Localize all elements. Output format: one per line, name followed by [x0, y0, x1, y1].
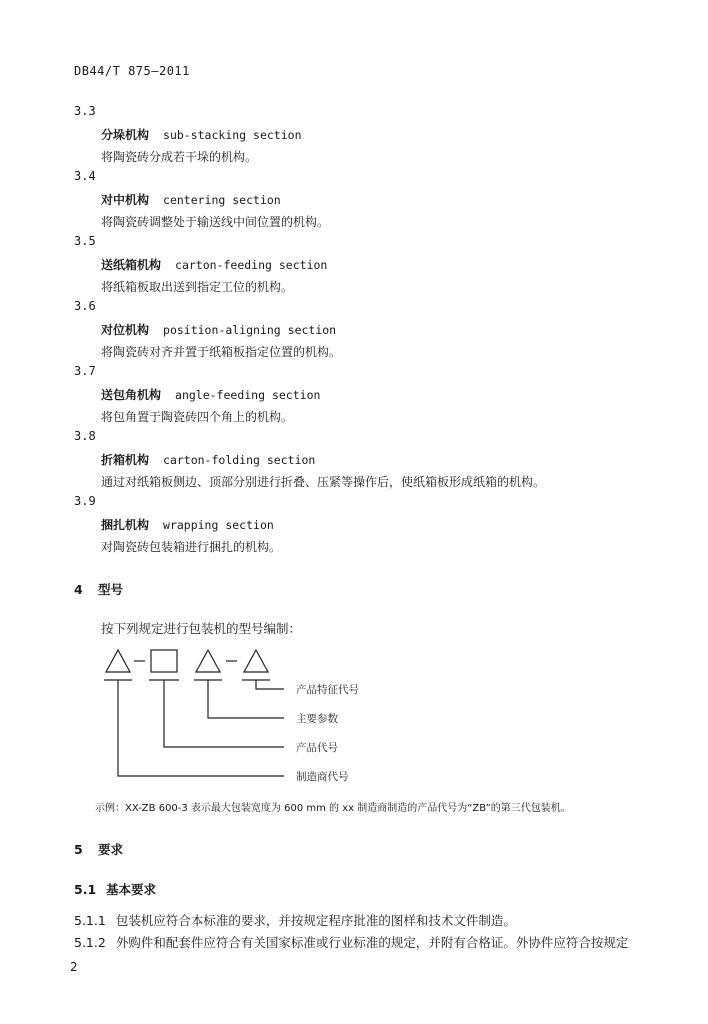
term-chinese: 捆扎机构: [101, 518, 150, 532]
term-english: carton-feeding section: [175, 258, 328, 272]
term-number: 3.9: [74, 494, 96, 508]
term-chinese: 折箱机构: [101, 453, 150, 467]
term-number: 3.7: [74, 364, 96, 378]
term-chinese: 对中机构: [101, 193, 150, 207]
model-intro: 按下列规定进行包装机的型号编制：: [101, 621, 302, 636]
term-number: 3.6: [74, 299, 96, 313]
diagram-label: 产品代号: [296, 742, 338, 754]
term-english: position-aligning section: [163, 323, 337, 337]
term-english: wrapping section: [163, 518, 274, 532]
section-title: 要求: [98, 842, 124, 857]
section-heading: [74, 840, 123, 858]
term-english: angle-feeding section: [175, 388, 321, 402]
term-definition: 将陶瓷砖调整处于输送线中间位置的机构。: [101, 215, 330, 229]
clause-text: 包装机应符合本标准的要求，并按规定程序批准的图样和技术文件制造。: [115, 913, 516, 928]
term-definition: 将纸箱板取出送到指定工位的机构。: [101, 280, 294, 294]
term-english: sub-stacking section: [163, 128, 302, 142]
parameter-triangle: [196, 650, 220, 672]
example-note: 示例：XX-ZB 600-3 表示最大包装宽度为 600 mm 的 xx 制造商制造的产品代号为“ZB”的第三代包装机。: [95, 803, 571, 814]
term-definition: 将包角置于陶瓷砖四个角上的机构。: [101, 410, 294, 424]
leader-line: [118, 680, 284, 776]
term-definition: 通过对纸箱板侧边、顶部分别进行折叠、压紧等操作后，使纸箱板形成纸箱的机构。: [101, 475, 546, 489]
diagram-label: 产品特征代号: [296, 684, 359, 696]
term-chinese: 对位机构: [101, 323, 150, 337]
page-number: 2: [70, 960, 78, 974]
diagram-label: 制造商代号: [296, 771, 349, 783]
term-chinese: 送包角机构: [101, 388, 162, 402]
term-english: carton-folding section: [163, 453, 316, 467]
section-number: 5: [74, 842, 83, 857]
product-code-square: [151, 650, 177, 672]
term-number: 3.4: [74, 169, 96, 183]
feature-code-triangle: [244, 650, 268, 672]
term-number: 3.8: [74, 429, 96, 443]
clause-text: 外购件和配套件应符合有关国家标准或行业标准的规定，并附有合格证。外协件应符合按规定: [115, 935, 629, 950]
leader-line: [164, 680, 284, 747]
clause: [74, 933, 628, 951]
standard-header: DB44/T 875—2011: [74, 64, 190, 78]
clause-number: 5.1.2: [74, 935, 106, 950]
term-number: 3.5: [74, 234, 96, 248]
manufacturer-code-triangle: [106, 650, 130, 672]
subsection-number: 5.1: [74, 882, 97, 897]
subsection-heading: [74, 880, 156, 898]
clause: [74, 911, 516, 929]
diagram-label: 主要参数: [296, 713, 338, 725]
clause-number: 5.1.1: [74, 913, 106, 928]
subsection-title: 基本要求: [106, 882, 157, 897]
section-number: 4: [74, 582, 83, 597]
term-chinese: 分垛机构: [101, 128, 150, 142]
term-number: 3.3: [74, 104, 96, 118]
term-english: centering section: [163, 193, 281, 207]
leader-line: [256, 680, 284, 689]
section-title: 型号: [98, 582, 124, 597]
term-definition: 对陶瓷砖包装箱进行捆扎的机构。: [101, 540, 282, 554]
term-chinese: 送纸箱机构: [101, 258, 162, 272]
term-definition: 将陶瓷砖分成若干垛的机构。: [101, 150, 258, 164]
leader-line: [208, 680, 284, 718]
term-definition: 将陶瓷砖对齐并置于纸箱板指定位置的机构。: [101, 345, 342, 359]
